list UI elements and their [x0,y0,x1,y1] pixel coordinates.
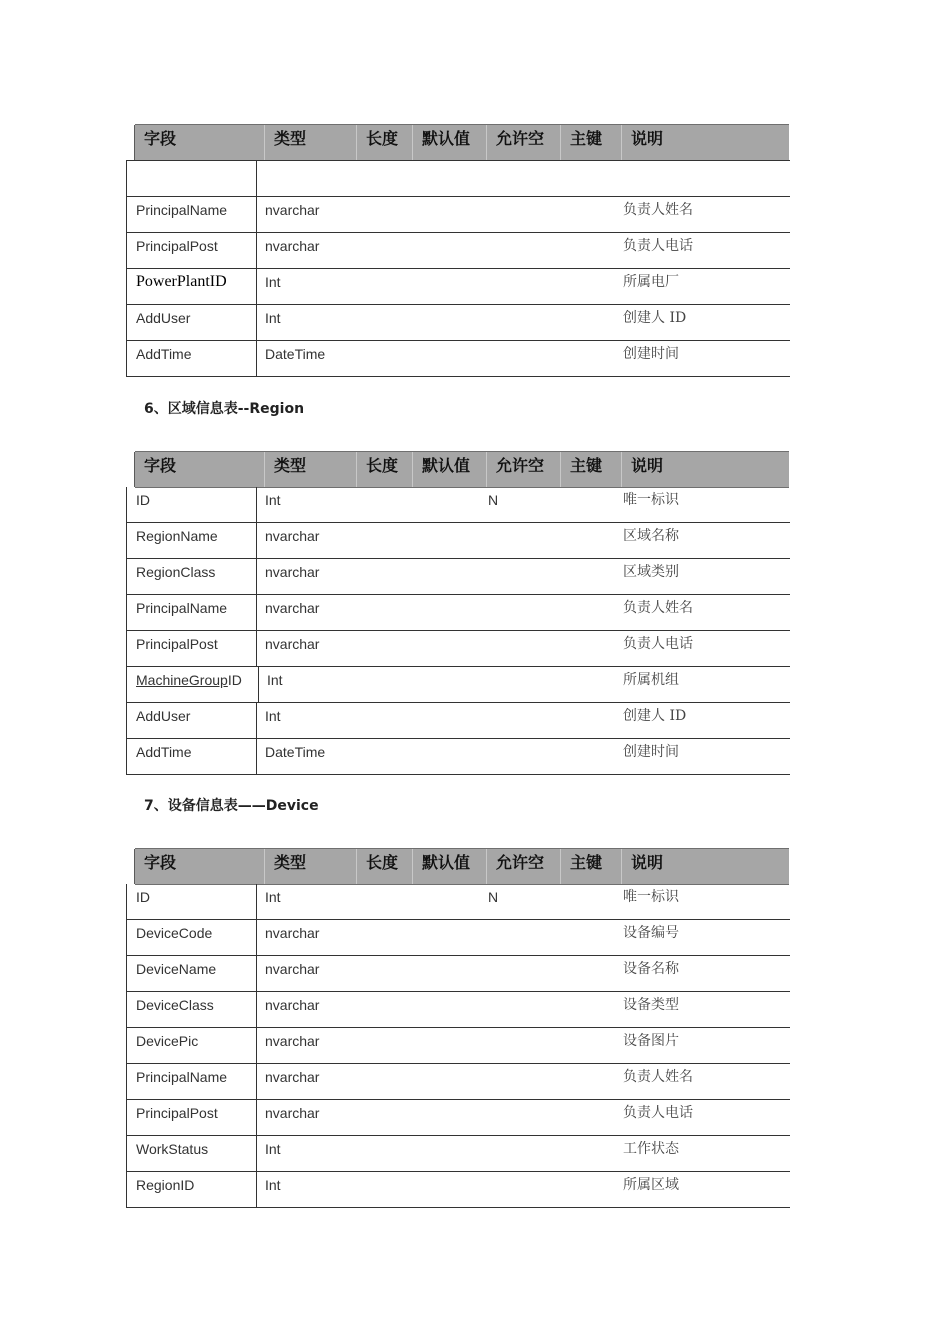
field-cell: AddUser [136,310,191,326]
header-length: 长度 [356,125,412,160]
table-row [127,703,790,739]
header-description: 说明 [621,849,789,884]
description-cell: 负责人姓名 [623,600,693,616]
type-cell: nvarchar [265,564,320,580]
table-row [127,956,790,992]
description-cell: 负责人姓名 [623,202,693,218]
table-row [127,487,790,523]
description-cell: 设备类型 [623,997,679,1013]
table-row [127,1028,790,1064]
type-cell: Int [265,1141,281,1157]
header-primary-key: 主键 [560,849,621,884]
field-cell: ID [136,889,150,905]
field-cell: DeviceCode [136,925,213,941]
table-row [127,739,790,775]
table-row [127,1172,790,1208]
table-header [135,848,789,885]
table-body [126,160,790,377]
description-cell: 所属电厂 [623,274,679,290]
header-nullable: 允许空 [486,849,560,884]
field-cell: DevicePic [136,1033,199,1049]
field-cell: DeviceName [136,961,217,977]
type-cell: Int [265,310,281,326]
description-cell: 唯一标识 [623,492,679,508]
header-length: 长度 [356,849,412,884]
field-cell: PrincipalName [136,1069,228,1085]
description-cell: 设备编号 [623,925,679,941]
type-cell: nvarchar [265,600,320,616]
description-cell: 负责人电话 [623,1105,693,1121]
table-row [127,884,790,920]
type-cell: nvarchar [265,1033,320,1049]
field-cell: RegionName [136,528,218,544]
type-cell: nvarchar [265,1105,320,1121]
field-cell: WorkStatus [136,1141,209,1157]
header-type: 类型 [264,125,356,160]
table-header [135,451,789,488]
field-cell: PrincipalName [136,202,228,218]
description-cell: 设备名称 [623,961,679,977]
table-row [127,197,790,233]
table-row [127,305,790,341]
header-type: 类型 [264,849,356,884]
type-cell: nvarchar [265,925,320,941]
header-default: 默认值 [412,849,486,884]
field-cell: AddTime [136,744,192,760]
table-row [127,920,790,956]
type-cell: nvarchar [265,961,320,977]
header-description: 说明 [621,452,789,487]
header-length: 长度 [356,452,412,487]
table-row [127,1064,790,1100]
type-cell: Int [265,708,281,724]
table-row [127,595,790,631]
header-nullable: 允许空 [486,452,560,487]
table-row [127,631,790,667]
table-row [127,269,790,305]
description-cell: 创建人 ID [623,708,687,724]
field-cell: PowerPlantID [136,273,227,290]
header-primary-key: 主键 [560,452,621,487]
section-title-device: 7、设备信息表——Device [144,798,319,814]
header-field: 字段 [144,129,177,148]
type-cell: nvarchar [265,202,320,218]
description-cell: 创建时间 [623,744,679,760]
description-cell: 设备图片 [623,1033,679,1049]
description-cell: 负责人电话 [623,238,693,254]
table-header [135,124,789,161]
description-cell: 负责人姓名 [623,1069,693,1085]
field-cell: DeviceClass [136,997,214,1013]
field-cell: PrincipalPost [136,238,218,254]
header-description: 说明 [621,125,789,160]
field-cell: RegionID [136,1177,195,1193]
field-cell: AddUser [136,708,191,724]
description-cell: 区域名称 [623,528,679,544]
field-underlined-part: MachineGroup [136,672,228,688]
nullable-cell: N [488,889,499,905]
type-cell: nvarchar [265,636,320,652]
type-cell: nvarchar [265,238,320,254]
table-row [127,523,790,559]
table-row [127,1136,790,1172]
description-cell: 创建人 ID [623,310,687,326]
description-cell: 所属区域 [623,1177,679,1193]
table-row [127,341,790,377]
field-cell [136,667,242,702]
header-field: 字段 [144,853,177,872]
table-body [126,884,790,1208]
field-cell: PrincipalPost [136,636,218,652]
header-default: 默认值 [412,125,486,160]
description-cell: 唯一标识 [623,889,679,905]
type-cell: Int [267,672,283,688]
table-row [127,1100,790,1136]
field-cell: PrincipalPost [136,1105,218,1121]
table-row [127,992,790,1028]
header-default: 默认值 [412,452,486,487]
field-cell: ID [136,492,150,508]
field-cell: PrincipalName [136,600,228,616]
header-type: 类型 [264,452,356,487]
table-row [127,667,790,703]
type-cell: nvarchar [265,1069,320,1085]
type-cell: Int [265,1177,281,1193]
nullable-cell: N [488,492,499,508]
description-cell: 负责人电话 [623,636,693,652]
description-cell: 工作状态 [623,1141,679,1157]
table-body [126,487,790,775]
type-cell: DateTime [265,346,326,362]
header-primary-key: 主键 [560,125,621,160]
type-cell: Int [265,274,281,290]
table-row [127,161,790,197]
description-cell: 创建时间 [623,346,679,362]
header-field: 字段 [144,456,177,475]
type-cell: DateTime [265,744,326,760]
type-cell: Int [265,492,281,508]
type-cell: Int [265,889,281,905]
description-cell: 所属机组 [623,672,679,688]
header-nullable: 允许空 [486,125,560,160]
field-cell: AddTime [136,346,192,362]
table-row [127,559,790,595]
field-cell: RegionClass [136,564,216,580]
description-cell: 区域类别 [623,564,679,580]
table-row [127,233,790,269]
field-rest-part: ID [227,672,242,688]
section-title-region: 6、区域信息表--Region [144,401,305,417]
type-cell: nvarchar [265,997,320,1013]
type-cell: nvarchar [265,528,320,544]
